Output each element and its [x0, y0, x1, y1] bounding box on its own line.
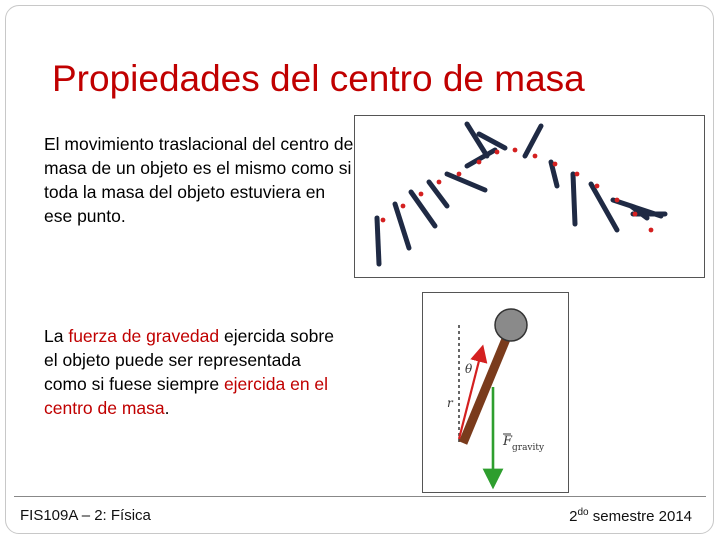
footer-semester	[569, 507, 692, 525]
paragraph2-highlight-center: ejercida en el centro de masa	[44, 374, 329, 418]
force-subscript: gravity	[512, 443, 545, 453]
footer-semester-superscript: do	[577, 507, 589, 518]
stick-pivot-gravity-figure	[422, 292, 569, 493]
paragraph2-text-1: La	[44, 326, 69, 346]
r-label: r	[447, 396, 453, 410]
slide-title: Propiedades del centro de masa	[52, 58, 585, 99]
footer-divider	[14, 496, 706, 497]
footer-course: FIS109A – 2: Física	[20, 507, 151, 524]
footer-semester-number: 2	[569, 508, 578, 525]
footer-semester-text: semestre 2014	[588, 508, 692, 525]
paragraph-center-of-mass-motion: El movimiento traslacional del centro de masa de un objeto es el mismo como si toda la masa del objeto estuviera en ese punto.	[44, 134, 354, 226]
theta-label: θ	[465, 362, 473, 376]
paragraph-gravity-force	[44, 324, 344, 420]
paragraph2-highlight-gravity: fuerza de gravedad	[68, 326, 220, 346]
paragraph2-text-2: ejercida sobre el objeto puede ser representada como si fuese siempre	[44, 326, 334, 394]
thrown-club-trajectory-figure	[354, 115, 705, 278]
paragraph2-text-3: .	[164, 398, 170, 418]
force-label: F	[503, 434, 513, 449]
